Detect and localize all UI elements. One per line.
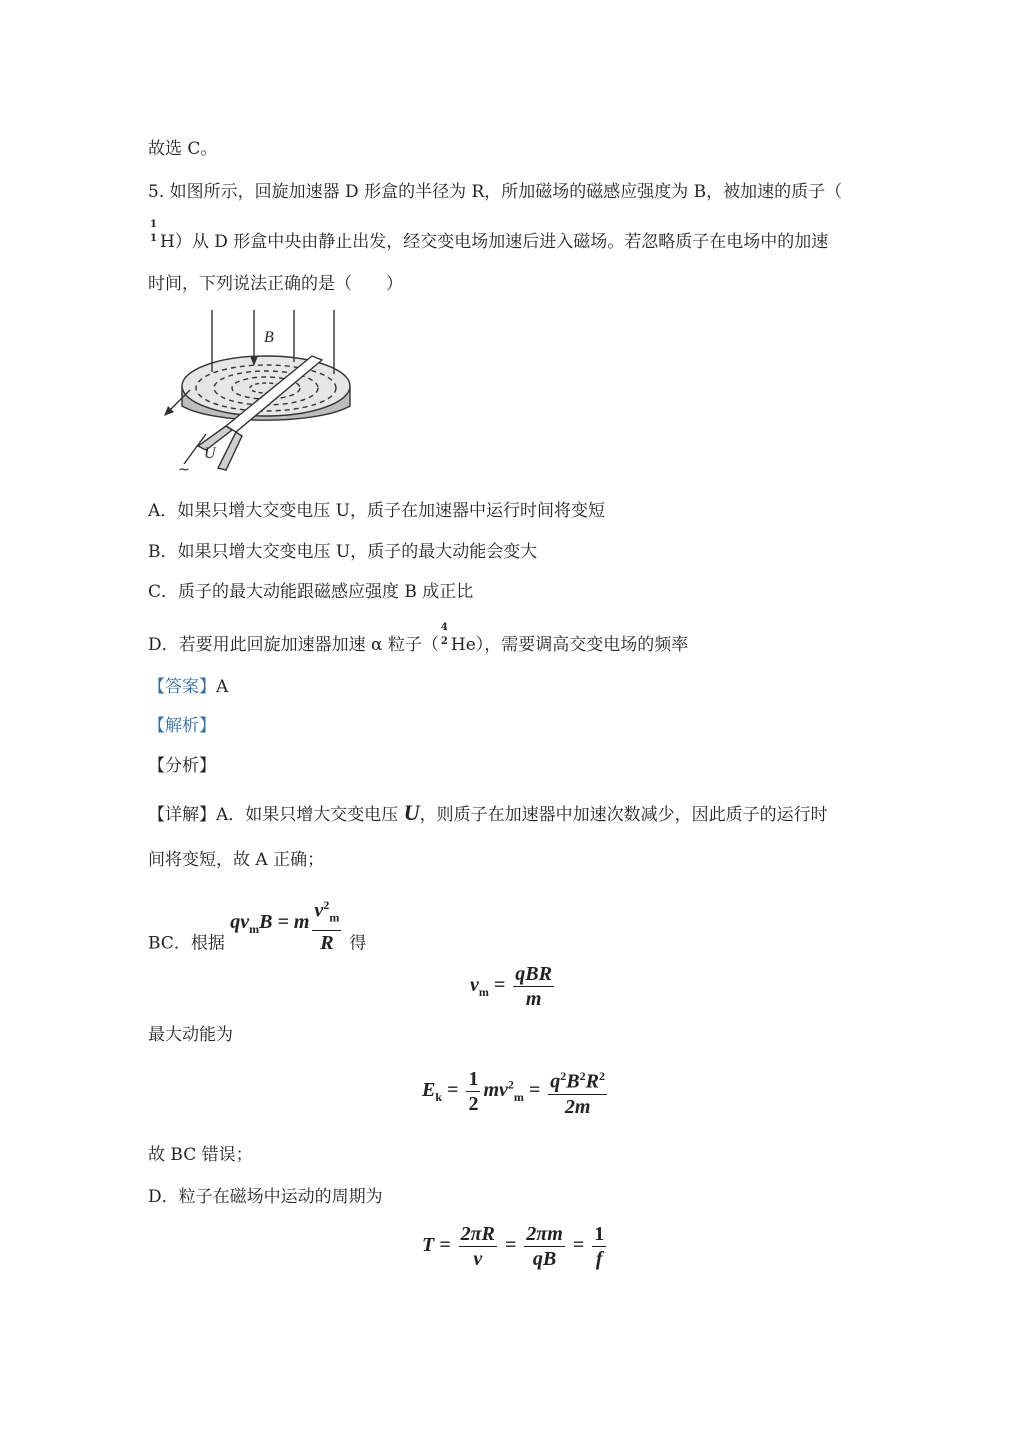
- option-b: B．如果只增大交变电压 U，质子的最大动能会变大: [148, 542, 538, 562]
- bc-suffix: 得: [349, 933, 367, 954]
- bc-prefix: BC．根据: [148, 933, 225, 954]
- fenxi-tag: 【分析】: [148, 756, 216, 776]
- bc-conclusion: 故 BC 错误；: [148, 1145, 253, 1165]
- cyclotron-figure: [162, 308, 372, 480]
- max-ke-text: 最大动能为: [148, 1025, 233, 1045]
- analysis-tag: 【解析】: [148, 716, 216, 736]
- field-label-b: B: [264, 329, 274, 346]
- d-part-text: D．粒子在磁场中运动的周期为: [148, 1187, 383, 1207]
- question-line-1: [148, 177, 842, 202]
- detail-text-1: A．如果只增大交变电压: [216, 805, 399, 825]
- ac-symbol: ~: [178, 462, 190, 476]
- detail-text-1-end: ，则质子在加速器中加速次数减少，因此质子的运行时: [419, 805, 828, 825]
- previous-conclusion: 故选 C。: [148, 139, 218, 159]
- proton-nuclide-symbol: [148, 219, 160, 249]
- equation-lorentz-centripetal: $qv_mB = m$ $\frac{v^2_m}{R}$: [230, 911, 349, 933]
- alpha-charge-number: 2: [440, 636, 448, 647]
- question-number: 5.: [148, 182, 165, 202]
- question-stem-1: 如图所示，回旋加速器 D 形盒的半径为 R，所加磁场的磁感应强度为 B，被加速的质子（: [169, 182, 843, 202]
- alpha-mass-number: 4: [440, 622, 448, 633]
- option-c: C．质子的最大动能跟磁感应强度 B 成正比: [148, 582, 474, 602]
- question-line-3: 时间，下列说法正确的是（ ）: [148, 274, 403, 294]
- detail-line-2: 间将变短，故 A 正确；: [148, 850, 325, 870]
- detail-tag: 【详解】: [148, 805, 216, 825]
- answer-value: A: [216, 677, 229, 697]
- detail-line-1: [148, 800, 828, 826]
- cyclotron-diagram: [162, 308, 372, 476]
- proton-mass-number: 1: [150, 219, 157, 230]
- equation-max-kinetic-energy: $E_k$ = $\frac{1}{2}$ $mv^2_m$ = $\frac{q^2B^2R^2}{2m}$: [422, 1064, 610, 1119]
- voltage-label-u: U: [204, 445, 216, 462]
- answer-line: [148, 672, 228, 697]
- question-stem-2: H）从 D 形盒中央由静止出发，经交变电场加速后进入磁场。若忽略质子在电场中的加速: [160, 232, 829, 252]
- option-a: A．如果只增大交变电压 U，质子在加速器中运行时间将变短: [148, 501, 606, 521]
- bc-line: [148, 893, 366, 955]
- equation-max-velocity: $v_m$ = $\frac{\text{qBR}}{m}$: [470, 963, 552, 1010]
- answer-tag: 【答案】: [148, 677, 216, 697]
- proton-charge-number: 1: [150, 233, 157, 244]
- option-d-suffix: He），需要调高交变电场的频率: [450, 635, 689, 655]
- equation-period: T = $\frac{2\pi R}{v}$ = $\frac{2\pi m}{qB}$ = $\frac{1}{f}$: [422, 1223, 605, 1270]
- question-line-2: [148, 219, 829, 252]
- alpha-nuclide-symbol: [439, 622, 451, 652]
- option-d: [148, 622, 689, 655]
- option-d-prefix: D．若要用此回旋加速器加速 α 粒子（: [148, 635, 439, 655]
- detail-symbol-u: U: [403, 800, 420, 825]
